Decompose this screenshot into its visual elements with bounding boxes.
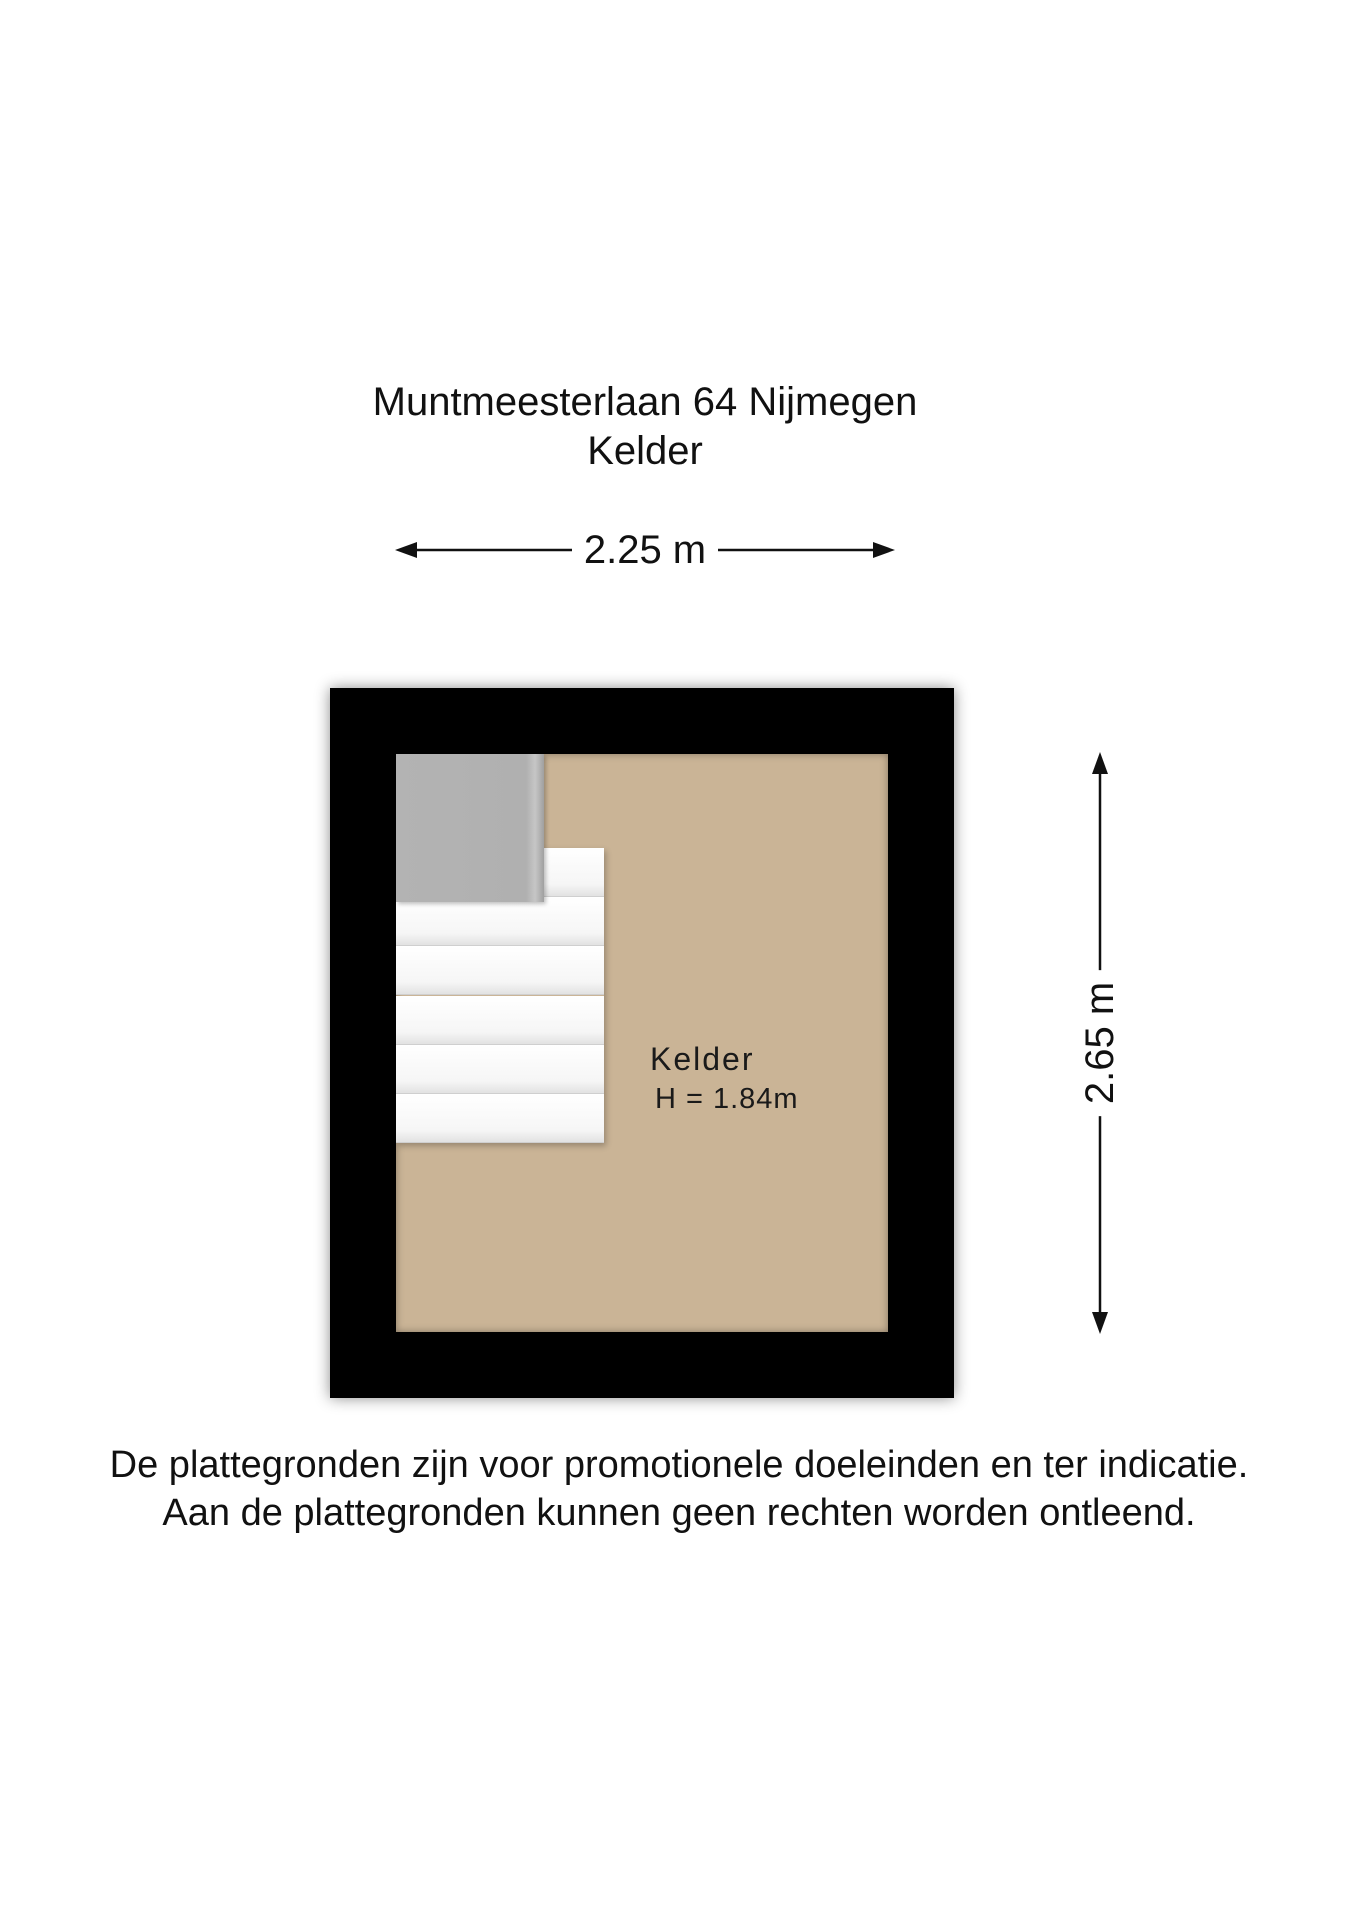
stair-step <box>396 1094 604 1143</box>
room-name-label: Kelder <box>650 1041 755 1077</box>
disclaimer-line-1: De plattegronden zijn voor promotionele doeleinden en ter indicatie. <box>109 1444 1249 1486</box>
depth-dimension-label: 2.65 m <box>1077 970 1123 1116</box>
depth-dimension <box>1075 752 1125 1334</box>
stair-step <box>396 946 604 995</box>
stair-step <box>396 996 604 1045</box>
address-title: Muntmeesterlaan 64 Nijmegen <box>372 380 918 424</box>
stair-step <box>396 897 604 946</box>
floor-title: Kelder <box>587 429 703 473</box>
plan-title <box>0 378 1290 476</box>
width-dimension <box>395 525 895 575</box>
disclaimer <box>0 1441 1358 1537</box>
stair-step <box>396 1045 604 1094</box>
stair-landing <box>396 754 544 902</box>
room-height-label: H = 1.84m <box>655 1083 799 1115</box>
width-dimension-label: 2.25 m <box>572 528 718 572</box>
floorplan-walls <box>330 688 954 1398</box>
disclaimer-line-2: Aan de plattegronden kunnen geen rechten worden ontleend. <box>162 1492 1196 1534</box>
